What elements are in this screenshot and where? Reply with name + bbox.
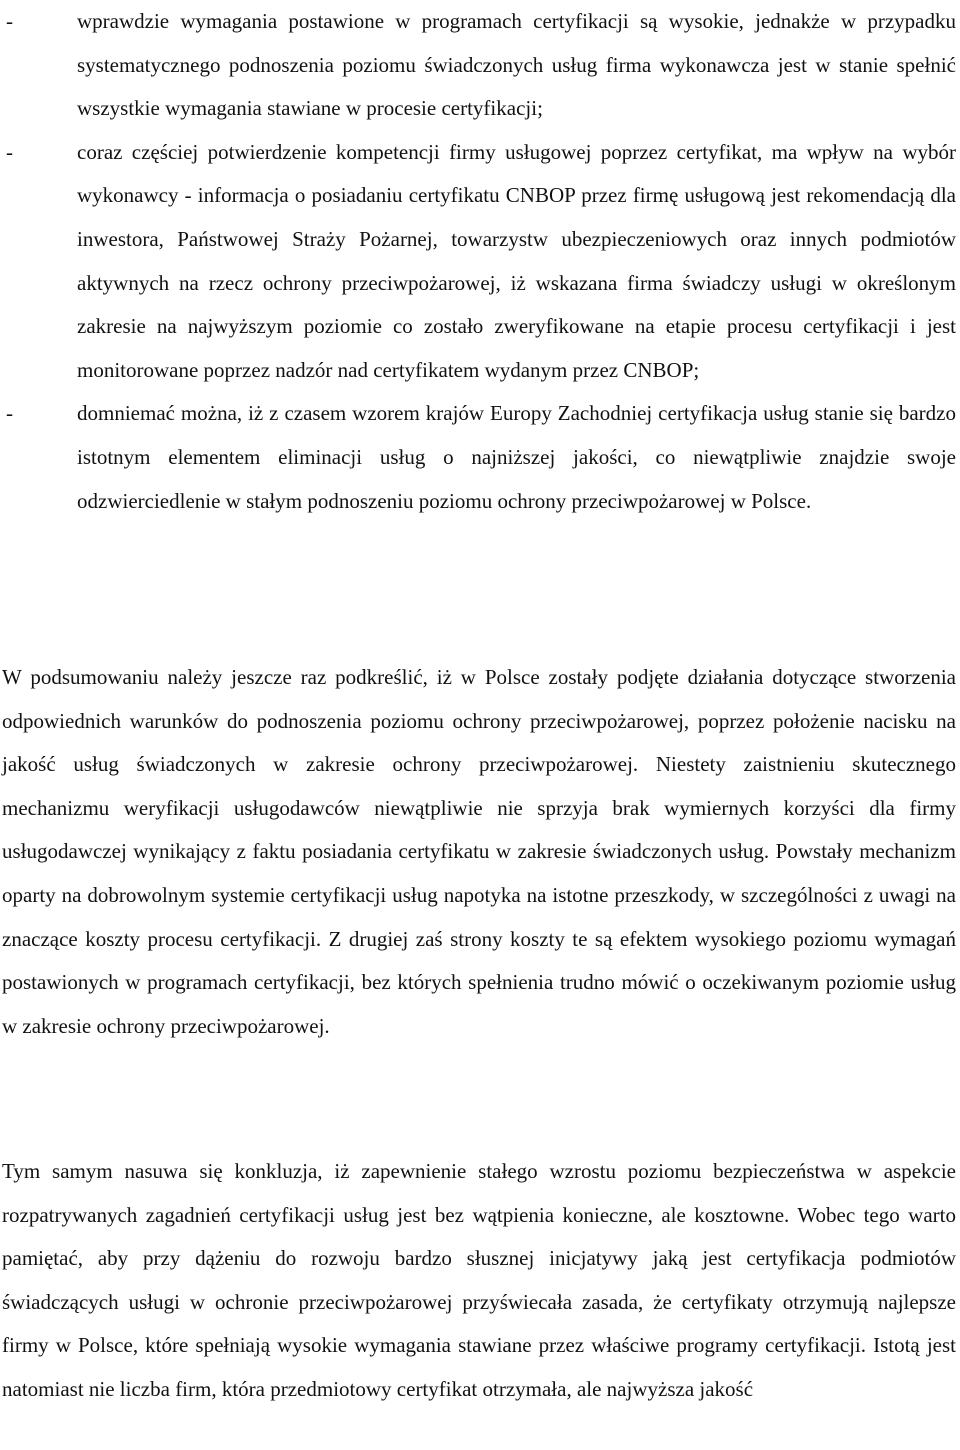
bullet-item xyxy=(0,392,960,523)
bullet-text: wprawdzie wymagania postawione w programach certyfikacji są wysokie, jednakże w przypadku systematycznego podnoszenia poziomu świadczonych usług firma wykonawcza jest w stanie spełnić wszystkie wymagania stawiane w procesie certyfikacji; xyxy=(77,9,956,121)
bullet-dash: - xyxy=(6,139,13,164)
bullet-item xyxy=(0,0,960,131)
conclusion-paragraph: Tym samym nasuwa się konkluzja, iż zapewnienie stałego wzrostu poziomu bezpieczeństwa w aspekcie rozpatrywanych zagadnień certyfikacji usług jest bez wątpienia konieczne, ale kosztowne. Wobec tego warto pamiętać, aby przy dążeniu do rozwoju bardzo słusznej inicjatywy jaką jest certyfikacja podmiotów świadczących usługi w ochronie przeciwpożarowej przyświecała zasada, że certyfikaty otrzymują najlepsze firmy w Polsce, które spełniają wysokie wymagania stawiane przez właściwe programy certyfikacji. Istotą jest natomiast nie liczba firm, która przedmiotowy certyfikat otrzymała, ale najwyższa jakość xyxy=(2,1159,956,1401)
bullet-text: coraz częściej potwierdzenie kompetencji firmy usługowej poprzez certyfikat, ma wpływ na wybór wykonawcy - informacja o posiadaniu certyfikatu CNBOP przez firmę usługową jest rekomendacją dla inwestora, Państwowej Straży Pożarnej, towarzystw ubezpieczeniowych oraz innych podmiotów aktywnych na rzecz ochrony przeciwpożarowej, iż wskazana firma świadczy usługi w określonym zakresie na najwyższym poziomie co zostało zweryfikowane na etapie procesu certyfikacji i jest monitorowane poprzez nadzór nad certyfikatem wydanym przez CNBOP; xyxy=(77,139,956,382)
summary-paragraph: W podsumowaniu należy jeszcze raz podkreślić, iż w Polsce zostały podjęte działania dotyczące stworzenia odpowiednich warunków do podnoszenia poziomu ochrony przeciwpożarowej, poprzez położenie nacisku na jakość usług świadczonych w zakresie ochrony przeciwpożarowej. Niestety zaistnieniu skutecznego mechanizmu weryfikacji usługodawców niewątpliwie nie sprzyja brak wymiernych korzyści dla firmy usługodawczej wynikający z faktu posiadania certyfikatu w zakresie świadczonych usług. Powstały mechanizm oparty na dobrowolnym systemie certyfikacji usług napotyka na istotne przeszkody, w szczególności z uwagi na znaczące koszty procesu certyfikacji. Z drugiej zaś strony koszty te są efektem wysokiego poziomu wymagań postawionych w programach certyfikacji, bez których spełnienia trudno mówić o oczekiwanym poziomie usług w zakresie ochrony przeciwpożarowej. xyxy=(2,665,956,1038)
bullet-dash: - xyxy=(6,401,13,426)
bullet-dash: - xyxy=(6,9,13,33)
bullet-list xyxy=(0,0,960,523)
bullet-item xyxy=(0,131,960,393)
bullet-text: domniemać można, iż z czasem wzorem krajów Europy Zachodniej certyfikacja usług stanie się bardzo istotnym elementem eliminacji usług o najniższej jakości, co niewątpliwie znajdzie swoje odzwierciedlenie w stałym podnoszeniu poziomu ochrony przeciwpożarowej w Polsce. xyxy=(77,401,956,513)
